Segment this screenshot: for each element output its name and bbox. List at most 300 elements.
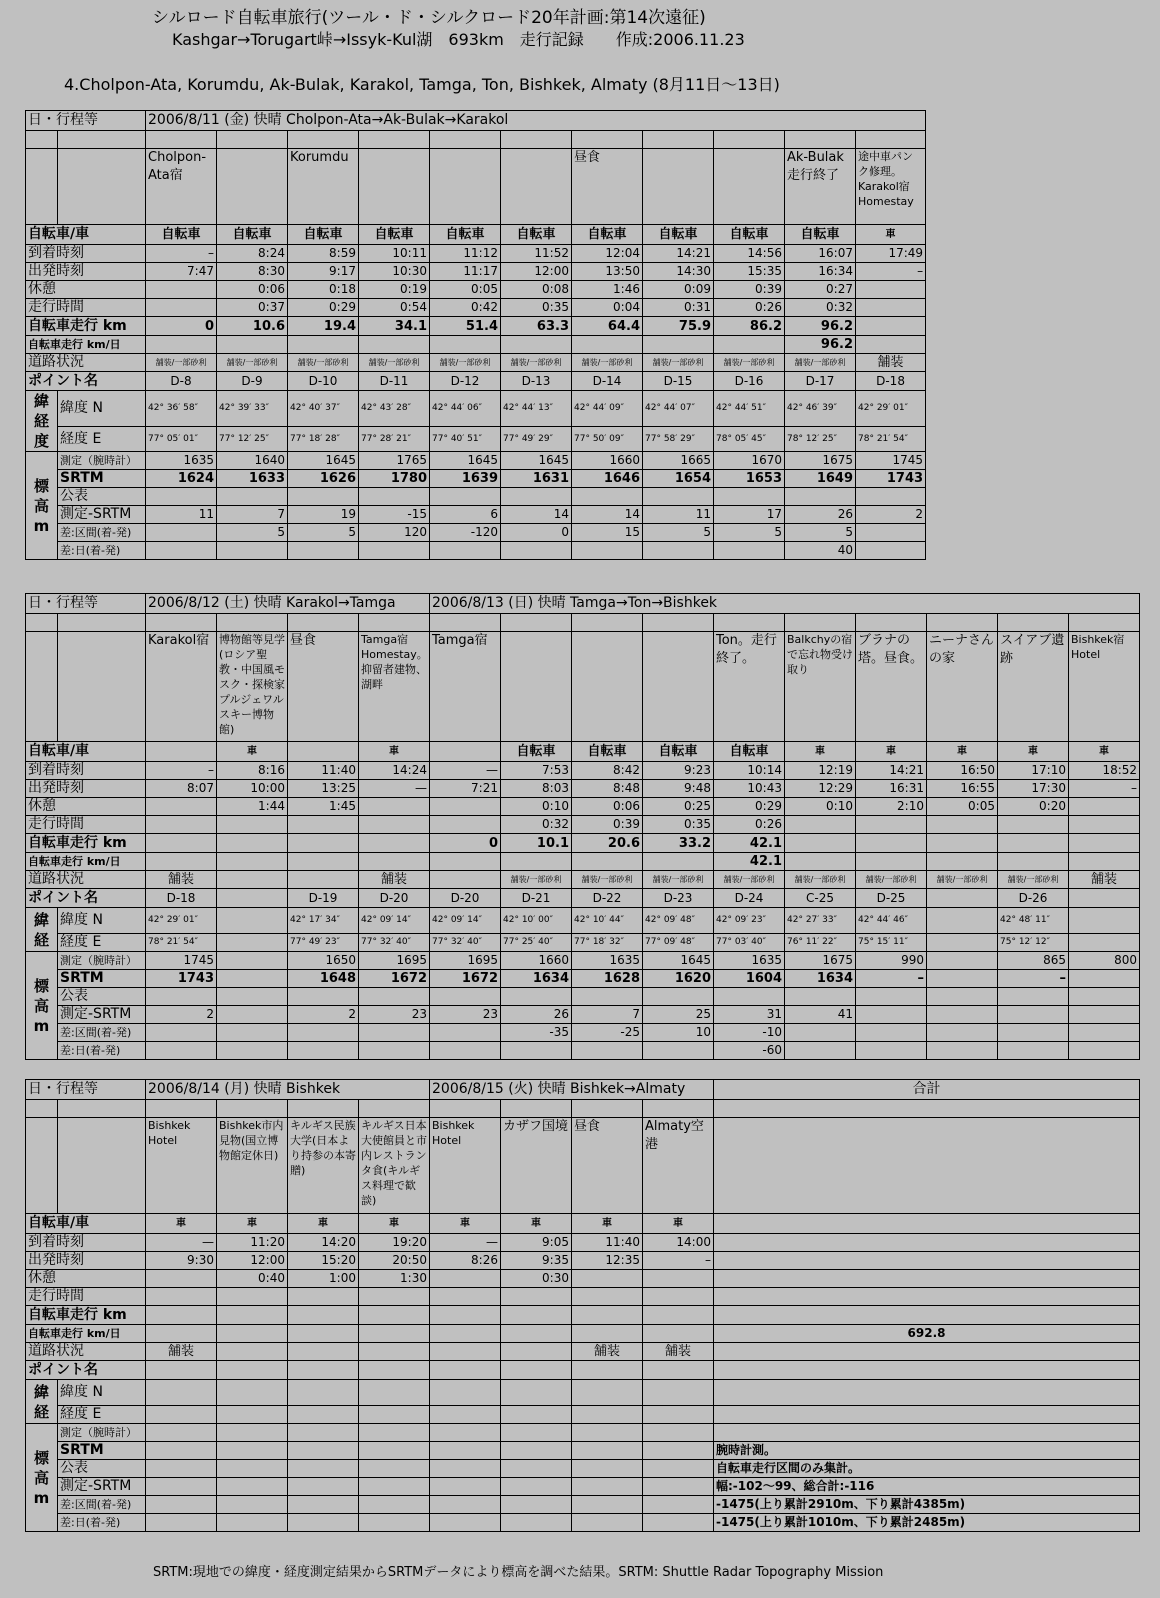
point-cell: D-24	[714, 889, 785, 908]
km-cell	[146, 834, 217, 853]
point-cell	[217, 1361, 288, 1380]
road-cell	[288, 1343, 359, 1361]
lat-cell: 42° 29′ 01″	[856, 391, 926, 427]
diffsec-cell: -25	[572, 1024, 643, 1042]
lat-cell: 42° 10′ 44″	[572, 908, 643, 934]
official-cell	[146, 988, 217, 1006]
lon-cell	[1069, 934, 1140, 952]
row-label-mode: 自転車/車	[26, 225, 146, 245]
srtm-cell: –	[856, 970, 927, 988]
lat-cell	[430, 1380, 501, 1406]
mode-cell: 自転車	[785, 225, 856, 245]
rest-cell: 1:00	[288, 1270, 359, 1288]
point-cell: D-20	[359, 889, 430, 908]
day-label: 日・行程等	[26, 594, 146, 614]
stop-note	[572, 632, 643, 742]
mode-cell: 車	[856, 225, 926, 245]
arrive-cell: 11:52	[501, 245, 572, 263]
diffsec-cell	[1069, 1024, 1140, 1042]
diffday-cell	[217, 542, 288, 560]
mode-cell: 車	[927, 742, 998, 762]
official-cell	[430, 488, 501, 506]
row-label-measured: 測定（腕時計）	[58, 452, 146, 470]
measured-cell: 1660	[572, 452, 643, 470]
road-cell: 舗装/一部砂利	[643, 354, 714, 372]
stop-note: Bishkek Hotel	[146, 1118, 217, 1214]
srtm-cell: 1648	[288, 970, 359, 988]
arrive-cell: 11:12	[430, 245, 501, 263]
road-cell	[217, 871, 288, 889]
km-cell	[288, 834, 359, 853]
depart-cell: 8:48	[572, 780, 643, 798]
kmday-cell	[572, 1325, 643, 1343]
km-cell	[572, 1306, 643, 1325]
lat-cell: 42° 27′ 33″	[785, 908, 856, 934]
kmday-cell	[1069, 853, 1140, 871]
depart-cell: 15:35	[714, 263, 785, 281]
row-label-diffsec: 差:区間(着-発)	[58, 1024, 146, 1042]
rest-cell: 1:46	[572, 281, 643, 299]
measured-cell: 1675	[785, 952, 856, 970]
total-cell: 自転車走行区間のみ集計。	[714, 1460, 1140, 1478]
srtm-cell: 1639	[430, 470, 501, 488]
point-cell	[572, 1361, 643, 1380]
official-cell	[998, 988, 1069, 1006]
lon-cell: 77° 03′ 40″	[714, 934, 785, 952]
stop-note	[430, 149, 501, 225]
diff-cell: 14	[572, 506, 643, 524]
diffday-cell	[856, 542, 926, 560]
point-cell	[501, 1361, 572, 1380]
measured-cell: 1695	[430, 952, 501, 970]
blank-cell	[785, 614, 856, 632]
lat-cell: 42° 44′ 07″	[643, 391, 714, 427]
run-cell	[643, 1288, 714, 1306]
blank-cell	[501, 131, 572, 149]
diffday-cell	[146, 1042, 217, 1060]
diffsec-cell: 5	[714, 524, 785, 542]
diff-cell	[572, 1478, 643, 1496]
diffsec-cell: 10	[643, 1024, 714, 1042]
stop-note: Bishkek Hotel	[430, 1118, 501, 1214]
srtm-cell: 1653	[714, 470, 785, 488]
kmday-cell	[856, 336, 926, 354]
srtm-cell: 1743	[146, 970, 217, 988]
road-cell	[430, 871, 501, 889]
blank-cell	[288, 614, 359, 632]
arrive-cell: –	[146, 762, 217, 780]
arrive-cell: 17:10	[998, 762, 1069, 780]
measured-cell: 1645	[643, 952, 714, 970]
blank-cell	[58, 1100, 146, 1118]
mode-cell: 車	[146, 1214, 217, 1234]
srtm-cell	[288, 1442, 359, 1460]
stop-note: Tamga宿Homestay。抑留者建物、湖畔	[359, 632, 430, 742]
road-cell	[430, 1343, 501, 1361]
km-cell	[785, 834, 856, 853]
official-cell	[288, 1460, 359, 1478]
kmday-cell: 42.1	[714, 853, 785, 871]
rest-cell: 0:19	[359, 281, 430, 299]
run-cell: 0:54	[359, 299, 430, 317]
diffday-cell	[643, 1514, 714, 1532]
arrive-cell: —	[146, 1234, 217, 1252]
run-cell: 0:04	[572, 299, 643, 317]
road-cell: 舗装	[572, 1343, 643, 1361]
km-cell: 33.2	[643, 834, 714, 853]
row-label-diffday: 差:日(着-発)	[58, 1042, 146, 1060]
mode-cell: 車	[217, 1214, 288, 1234]
diffday-cell	[501, 1514, 572, 1532]
run-cell	[217, 1288, 288, 1306]
depart-cell: 17:30	[998, 780, 1069, 798]
depart-cell: 8:30	[217, 263, 288, 281]
lon-cell: 78° 12′ 25″	[785, 427, 856, 452]
km-cell: 10.6	[217, 317, 288, 336]
mode-cell	[430, 742, 501, 762]
diffsec-cell	[501, 1496, 572, 1514]
run-cell	[288, 816, 359, 834]
diff-cell: 14	[501, 506, 572, 524]
measured-cell	[643, 1424, 714, 1442]
point-cell: D-14	[572, 372, 643, 391]
srtm-cell	[572, 1442, 643, 1460]
point-cell: D-20	[430, 889, 501, 908]
official-cell	[643, 488, 714, 506]
row-label-mode: 自転車/車	[26, 742, 146, 762]
km-cell	[217, 834, 288, 853]
lon-cell: 77° 49′ 23″	[288, 934, 359, 952]
mode-cell: 自転車	[501, 225, 572, 245]
kmday-cell	[927, 853, 998, 871]
measured-cell: 1650	[288, 952, 359, 970]
kmday-cell	[643, 336, 714, 354]
srtm-cell: 1620	[643, 970, 714, 988]
depart-cell: 20:50	[359, 1252, 430, 1270]
official-cell	[501, 1460, 572, 1478]
log-table-aug12-13	[25, 593, 1140, 1060]
rest-cell	[856, 281, 926, 299]
diff-cell	[359, 1478, 430, 1496]
row-label-km: 自転車走行 km	[26, 317, 146, 336]
lon-cell: 77° 40′ 51″	[430, 427, 501, 452]
diffday-cell	[430, 1514, 501, 1532]
arrive-cell: —	[430, 1234, 501, 1252]
diffsec-cell	[217, 1024, 288, 1042]
rest-cell: 0:25	[643, 798, 714, 816]
road-cell: 舗装/一部砂利	[359, 354, 430, 372]
srtm-cell: 1633	[217, 470, 288, 488]
diffsec-cell	[643, 1496, 714, 1514]
log-table-aug11	[25, 110, 926, 560]
measured-cell	[217, 952, 288, 970]
diff-cell: 23	[359, 1006, 430, 1024]
rest-cell: 0:29	[714, 798, 785, 816]
rest-cell: 0:06	[217, 281, 288, 299]
lat-cell	[1069, 908, 1140, 934]
diffday-cell	[927, 1042, 998, 1060]
km-cell	[288, 1306, 359, 1325]
point-cell: D-8	[146, 372, 217, 391]
kmday-cell	[501, 336, 572, 354]
row-label-depart: 出発時刻	[26, 263, 146, 281]
road-cell: 舗装	[146, 1343, 217, 1361]
km-cell: 20.6	[572, 834, 643, 853]
blank-cell	[58, 614, 146, 632]
road-cell	[288, 871, 359, 889]
total-cell	[714, 1380, 1140, 1406]
blank-cell	[430, 614, 501, 632]
depart-cell: 14:30	[643, 263, 714, 281]
blank-cell	[714, 131, 785, 149]
official-cell	[501, 988, 572, 1006]
diffday-cell	[572, 1514, 643, 1532]
blank-cell	[58, 632, 146, 742]
official-cell	[217, 488, 288, 506]
blank-cell	[998, 614, 1069, 632]
official-cell	[1069, 988, 1140, 1006]
row-label-km: 自転車走行 km	[26, 834, 146, 853]
diffsec-cell: 120	[359, 524, 430, 542]
road-cell: 舗装	[146, 871, 217, 889]
diff-cell	[217, 1478, 288, 1496]
lon-cell: 77° 18′ 32″	[572, 934, 643, 952]
measured-cell: 1745	[146, 952, 217, 970]
mode-cell: 車	[430, 1214, 501, 1234]
point-cell: D-25	[856, 889, 927, 908]
depart-cell: 12:00	[217, 1252, 288, 1270]
srtm-cell	[927, 970, 998, 988]
total-cell	[714, 1406, 1140, 1424]
row-label-srtm: SRTM	[58, 970, 146, 988]
rest-cell	[1069, 798, 1140, 816]
lat-cell	[217, 908, 288, 934]
lon-cell: 77° 50′ 09″	[572, 427, 643, 452]
blank-cell	[572, 614, 643, 632]
point-cell	[146, 1361, 217, 1380]
diffday-cell	[288, 542, 359, 560]
arrive-cell: 11:20	[217, 1234, 288, 1252]
stop-note	[643, 149, 714, 225]
official-cell	[359, 488, 430, 506]
km-cell	[501, 1306, 572, 1325]
srtm-cell: 1626	[288, 470, 359, 488]
depart-cell: 12:29	[785, 780, 856, 798]
point-cell: D-11	[359, 372, 430, 391]
srtm-cell: 1646	[572, 470, 643, 488]
srtm-cell	[1069, 970, 1140, 988]
measured-cell	[927, 952, 998, 970]
run-cell	[359, 816, 430, 834]
official-cell	[217, 1460, 288, 1478]
km-cell: 64.4	[572, 317, 643, 336]
measured-cell	[146, 1424, 217, 1442]
lon-cell	[146, 1406, 217, 1424]
diffsec-cell: 5	[785, 524, 856, 542]
road-cell: 舗装	[359, 871, 430, 889]
official-cell	[572, 488, 643, 506]
blank-cell	[643, 131, 714, 149]
road-cell: 舗装/一部砂利	[785, 354, 856, 372]
stop-note: スイアブ遺跡	[998, 632, 1069, 742]
diff-cell: 17	[714, 506, 785, 524]
blank-cell	[58, 149, 146, 225]
elevation-group-label: 標 高 m	[26, 452, 58, 560]
day-label: 日・行程等	[26, 1080, 146, 1100]
kmday-cell	[998, 853, 1069, 871]
kmday-cell	[146, 1325, 217, 1343]
point-cell: D-10	[288, 372, 359, 391]
km-cell	[430, 1306, 501, 1325]
arrive-cell: 10:11	[359, 245, 430, 263]
depart-cell: 9:48	[643, 780, 714, 798]
row-label-mode: 自転車/車	[26, 1214, 146, 1234]
section-title: 4.Cholpon-Ata, Korumdu, Ak-Bulak, Karakol, Tamga, Ton, Bishkek, Almaty (8月11日～13日)	[64, 75, 780, 94]
diffday-cell	[643, 542, 714, 560]
row-label-point: ポイント名	[26, 889, 146, 908]
point-cell: D-17	[785, 372, 856, 391]
lon-cell: 78° 21′ 54″	[146, 934, 217, 952]
srtm-cell: 1780	[359, 470, 430, 488]
stop-note: Tamga宿	[430, 632, 501, 742]
rest-cell: 0:27	[785, 281, 856, 299]
lon-cell: 77° 28′ 21″	[359, 427, 430, 452]
blank-cell	[26, 614, 58, 632]
lat-cell	[643, 1380, 714, 1406]
row-label-lat: 緯度 N	[58, 1380, 146, 1406]
road-cell: 舗装/一部砂利	[643, 871, 714, 889]
row-label-official: 公表	[58, 1460, 146, 1478]
run-cell	[927, 816, 998, 834]
point-cell	[217, 889, 288, 908]
diffday-cell	[217, 1514, 288, 1532]
total-title: 合計	[714, 1080, 1140, 1100]
arrive-cell: 14:21	[643, 245, 714, 263]
mode-cell	[288, 742, 359, 762]
row-label-rest: 休憩	[26, 798, 146, 816]
mode-cell: 車	[643, 1214, 714, 1234]
measured-cell: 1695	[359, 952, 430, 970]
rest-cell	[359, 798, 430, 816]
official-cell	[359, 988, 430, 1006]
lon-cell	[288, 1406, 359, 1424]
rest-cell: 0:30	[501, 1270, 572, 1288]
run-cell	[146, 816, 217, 834]
official-cell	[856, 988, 927, 1006]
mode-cell: 車	[359, 742, 430, 762]
measured-cell: 1660	[501, 952, 572, 970]
point-cell: D-26	[998, 889, 1069, 908]
diffsec-cell: 5	[288, 524, 359, 542]
stop-note: 昼食	[572, 149, 643, 225]
diff-cell: 19	[288, 506, 359, 524]
lon-cell: 77° 05′ 01″	[146, 427, 217, 452]
depart-cell: 10:30	[359, 263, 430, 281]
lon-cell: 77° 18′ 28″	[288, 427, 359, 452]
km-cell	[643, 1306, 714, 1325]
blank-cell	[58, 1118, 146, 1214]
srtm-cell: 1631	[501, 470, 572, 488]
official-cell	[430, 1460, 501, 1478]
srtm-cell: 1634	[785, 970, 856, 988]
stop-note: Korumdu	[288, 149, 359, 225]
row-label-point: ポイント名	[26, 1361, 146, 1380]
day-title-aug13: 2006/8/13 (日) 快晴 Tamga→Ton→Bishkek	[430, 594, 1140, 614]
measured-cell	[572, 1424, 643, 1442]
km-cell	[927, 834, 998, 853]
arrive-cell: 12:04	[572, 245, 643, 263]
total-cell: 腕時計測。	[714, 1442, 1140, 1460]
km-cell	[856, 834, 927, 853]
diffsec-cell	[572, 1496, 643, 1514]
stop-note: Cholpon-Ata宿	[146, 149, 217, 225]
row-label-lat: 緯度 N	[58, 391, 146, 427]
row-label-lat: 緯度 N	[58, 908, 146, 934]
road-cell: 舗装	[856, 354, 926, 372]
kmday-cell	[501, 853, 572, 871]
official-cell	[501, 488, 572, 506]
srtm-cell: 1743	[856, 470, 926, 488]
official-cell	[714, 988, 785, 1006]
point-cell: D-15	[643, 372, 714, 391]
rest-cell: 0:08	[501, 281, 572, 299]
mode-cell: 車	[501, 1214, 572, 1234]
lat-cell: 42° 39′ 33″	[217, 391, 288, 427]
diff-cell: 7	[217, 506, 288, 524]
kmday-cell	[146, 853, 217, 871]
mode-cell: 車	[998, 742, 1069, 762]
official-cell	[572, 988, 643, 1006]
diff-cell	[927, 1006, 998, 1024]
diff-cell	[430, 1478, 501, 1496]
diffday-cell	[359, 1514, 430, 1532]
diffday-cell	[217, 1042, 288, 1060]
elevation-group-label: 標 高 m	[26, 1424, 58, 1532]
rest-cell	[430, 798, 501, 816]
measured-cell: 1635	[146, 452, 217, 470]
rest-cell: 0:05	[430, 281, 501, 299]
row-label-kmday: 自転車走行 km/日	[26, 853, 146, 871]
depart-cell: 8:26	[430, 1252, 501, 1270]
diff-cell: 6	[430, 506, 501, 524]
kmday-cell	[785, 853, 856, 871]
row-label-run: 走行時間	[26, 816, 146, 834]
row-label-measured: 測定（腕時計）	[58, 952, 146, 970]
blank-cell	[26, 1118, 58, 1214]
run-cell	[856, 299, 926, 317]
official-cell	[430, 988, 501, 1006]
depart-cell: 7:47	[146, 263, 217, 281]
run-cell	[998, 816, 1069, 834]
lon-cell: 75° 15′ 11″	[856, 934, 927, 952]
srtm-cell	[359, 1442, 430, 1460]
rest-cell: 0:39	[714, 281, 785, 299]
row-label-run: 走行時間	[26, 1288, 146, 1306]
kmday-cell	[430, 1325, 501, 1343]
road-cell: 舗装/一部砂利	[501, 871, 572, 889]
total-cell	[714, 1424, 1140, 1442]
kmday-cell	[714, 336, 785, 354]
lon-cell: 78° 05′ 45″	[714, 427, 785, 452]
blank-cell	[714, 1100, 1140, 1118]
point-cell	[288, 1361, 359, 1380]
blank-cell	[714, 1118, 1140, 1214]
kmday-cell	[856, 853, 927, 871]
srtm-cell: 1672	[359, 970, 430, 988]
point-cell	[1069, 889, 1140, 908]
blank-cell	[856, 131, 926, 149]
blank-cell	[501, 1100, 572, 1118]
